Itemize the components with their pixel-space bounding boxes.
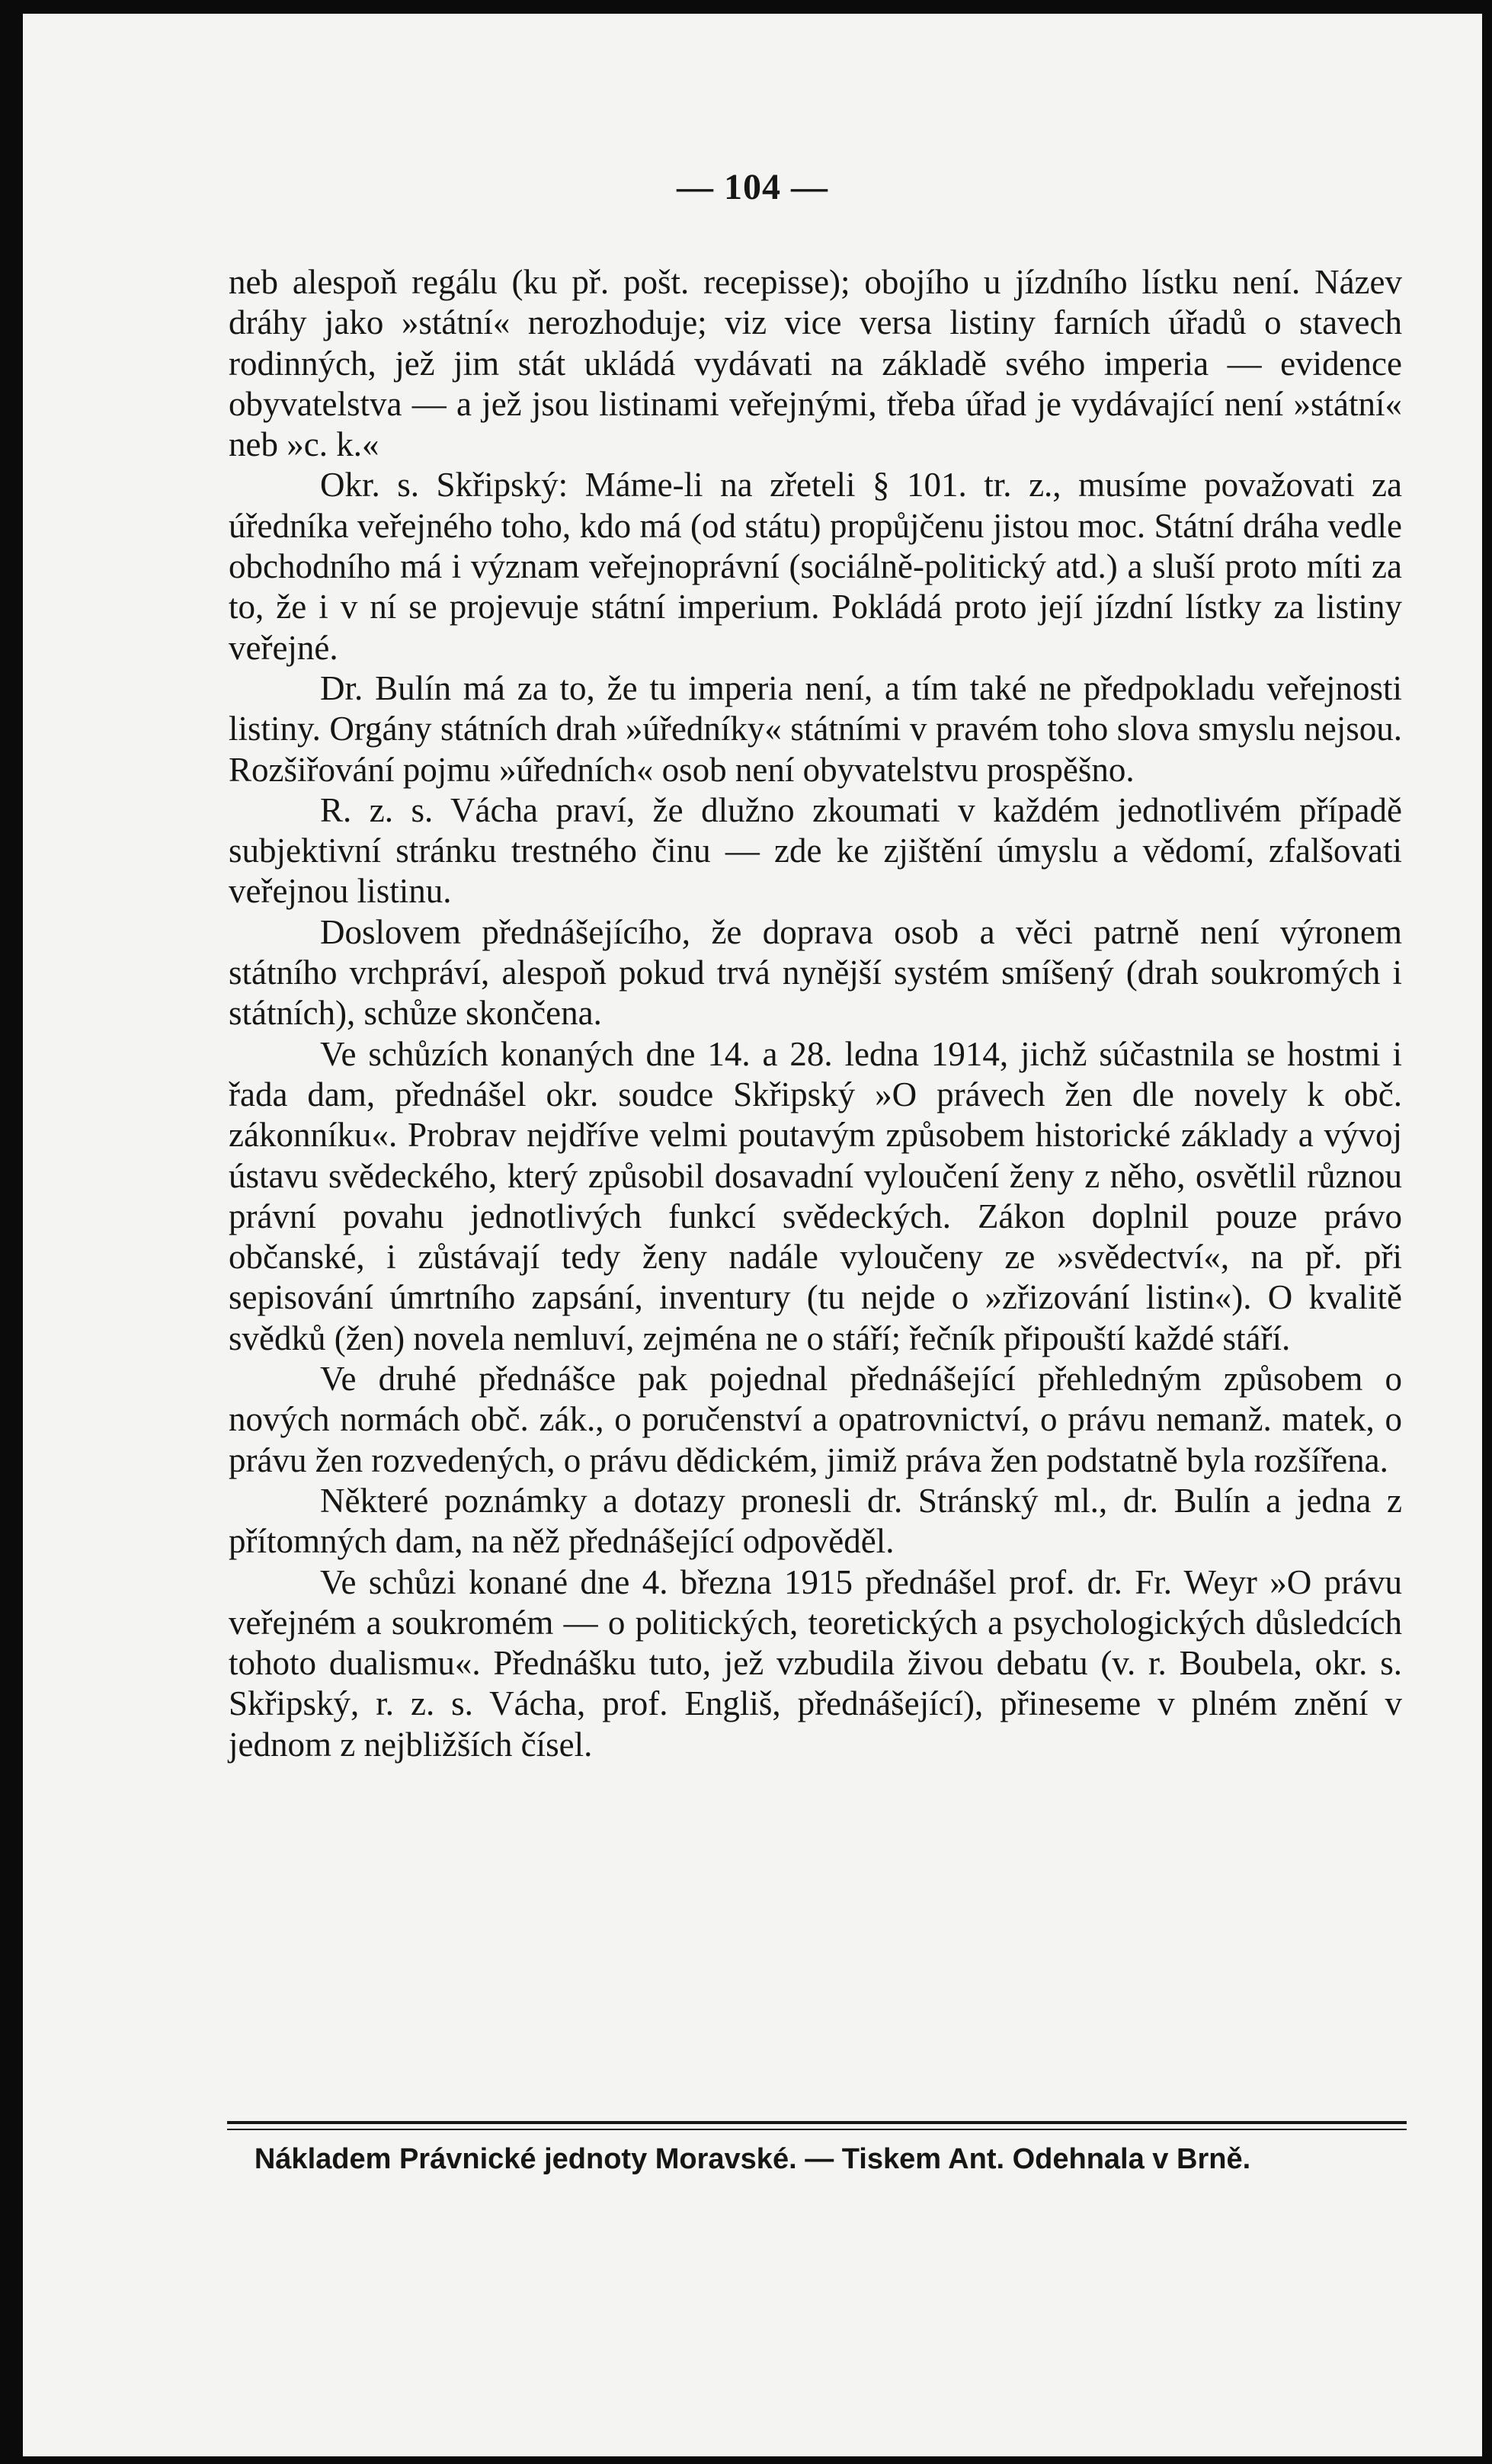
paragraph-9: Ve schůzi konané dne 4. března 1915 přednášel prof. dr. Fr. Weyr »O právu veřejném a soukromém — o politických, teoretických a psychologických důsledcích tohoto dualismu«. Přednášku tuto, jež vzbudila živou debatu (v. r. Boubela, okr. s. Skřipský, r. z. s. Vácha, prof. Engliš, přednášející), přineseme v plném znění v jednom z nejbližších čísel. [229,1562,1402,1764]
paragraph-8: Některé poznámky a dotazy pronesli dr. Stránský ml., dr. Bulín a jedna z přítomných dam, na něž přednášející odpověděl. [229,1481,1402,1561]
paragraph-3: Dr. Bulín má za to, že tu imperia není, a tím také ne předpokladu veřejnosti listiny. Orgány státních drah »úředníky« státními v pravém toho slova smyslu nejsou. Rozšiřování pojmu »úředních« osob není obyvatelstvu prospěšno. [229,668,1402,789]
footer-rule-thin [227,2129,1407,2130]
publisher-imprint: Nákladem Právnické jednoty Moravské. — Tiskem Ant. Odehnala v Brně. [254,2143,1251,2175]
paragraph-4: R. z. s. Vácha praví, že dlužno zkoumati v každém jednotlivém případě subjektivní stránku trestného činu — zde ke zjištění úmyslu a vědomí, zfalšovati veřejnou listinu. [229,790,1402,911]
footer-rule-thick [227,2121,1407,2124]
paragraph-7: Ve druhé přednášce pak pojednal přednášející přehledným způsobem o nových normách obč. zák., o poručenství a opatrovnictví, o právu nemanž. matek, o právu žen rozvedených, o právu dědickém, jimiž práva žen podstatně byla rozšířena. [229,1360,1402,1479]
page-number: — 104 — [677,167,828,207]
book-page [23,14,1482,2456]
paragraph-6: Ve schůzích konaných dne 14. a 28. ledna 1914, jichž súčastnila se hostmi i řada dam, přednášel okr. soudce Skřipský »O právech žen dle novely k obč. zákonníku«. Probrav nejdříve velmi poutavým způsobem historické základy a vývoj ústavu svědeckého, který způsobil dosavadní vyloučení ženy z něho, osvětlil různou právní povahu jednotlivých funkcí svědeckých. Zákon doplnil pouze právo občanské, i zůstávají tedy ženy nadále vyloučeny ze »svědectví«, na př. při sepisování úmrtního zapsání, inventury (tu nejde o »zřizování listin«). O kvalitě svědků (žen) novela nemluví, zejména ne o stáří; řečník připouští každé stáří. [229,1034,1402,1357]
paragraph-5: Doslovem přednášejícího, že doprava osob a věci patrně není výronem státního vrchpráví, alespoň pokud trvá nynější systém smíšený (drah soukromých i státních), schůze skončena. [229,912,1402,1033]
paragraph-1: neb alespoň regálu (ku př. pošt. recepisse); obojího u jízdního lístku není. Název dráhy jako »státní« nerozhoduje; viz vice versa listiny farních úřadů o stavech rodinných, jež jim stát ukládá vydávati na základě svého imperia — evidence obyvatelstva — a jež jsou listinami veřejnými, třeba úřad je vydávající není »státní« neb »c. k.« [229,263,1402,464]
paragraph-2: Okr. s. Skřipský: Máme-li na zřeteli § 101. tr. z., musíme považovati za úředníka veřejného toho, kdo má (od státu) propůjčenu jistou moc. Státní dráha vedle obchodního má i význam veřejnoprávní (sociálně-politický atd.) a sluší proto míti za to, že i v ní se projevuje státní imperium. Pokládá proto její jízdní lístky za listiny veřejné. [229,466,1402,667]
body-text [229,262,1402,1765]
